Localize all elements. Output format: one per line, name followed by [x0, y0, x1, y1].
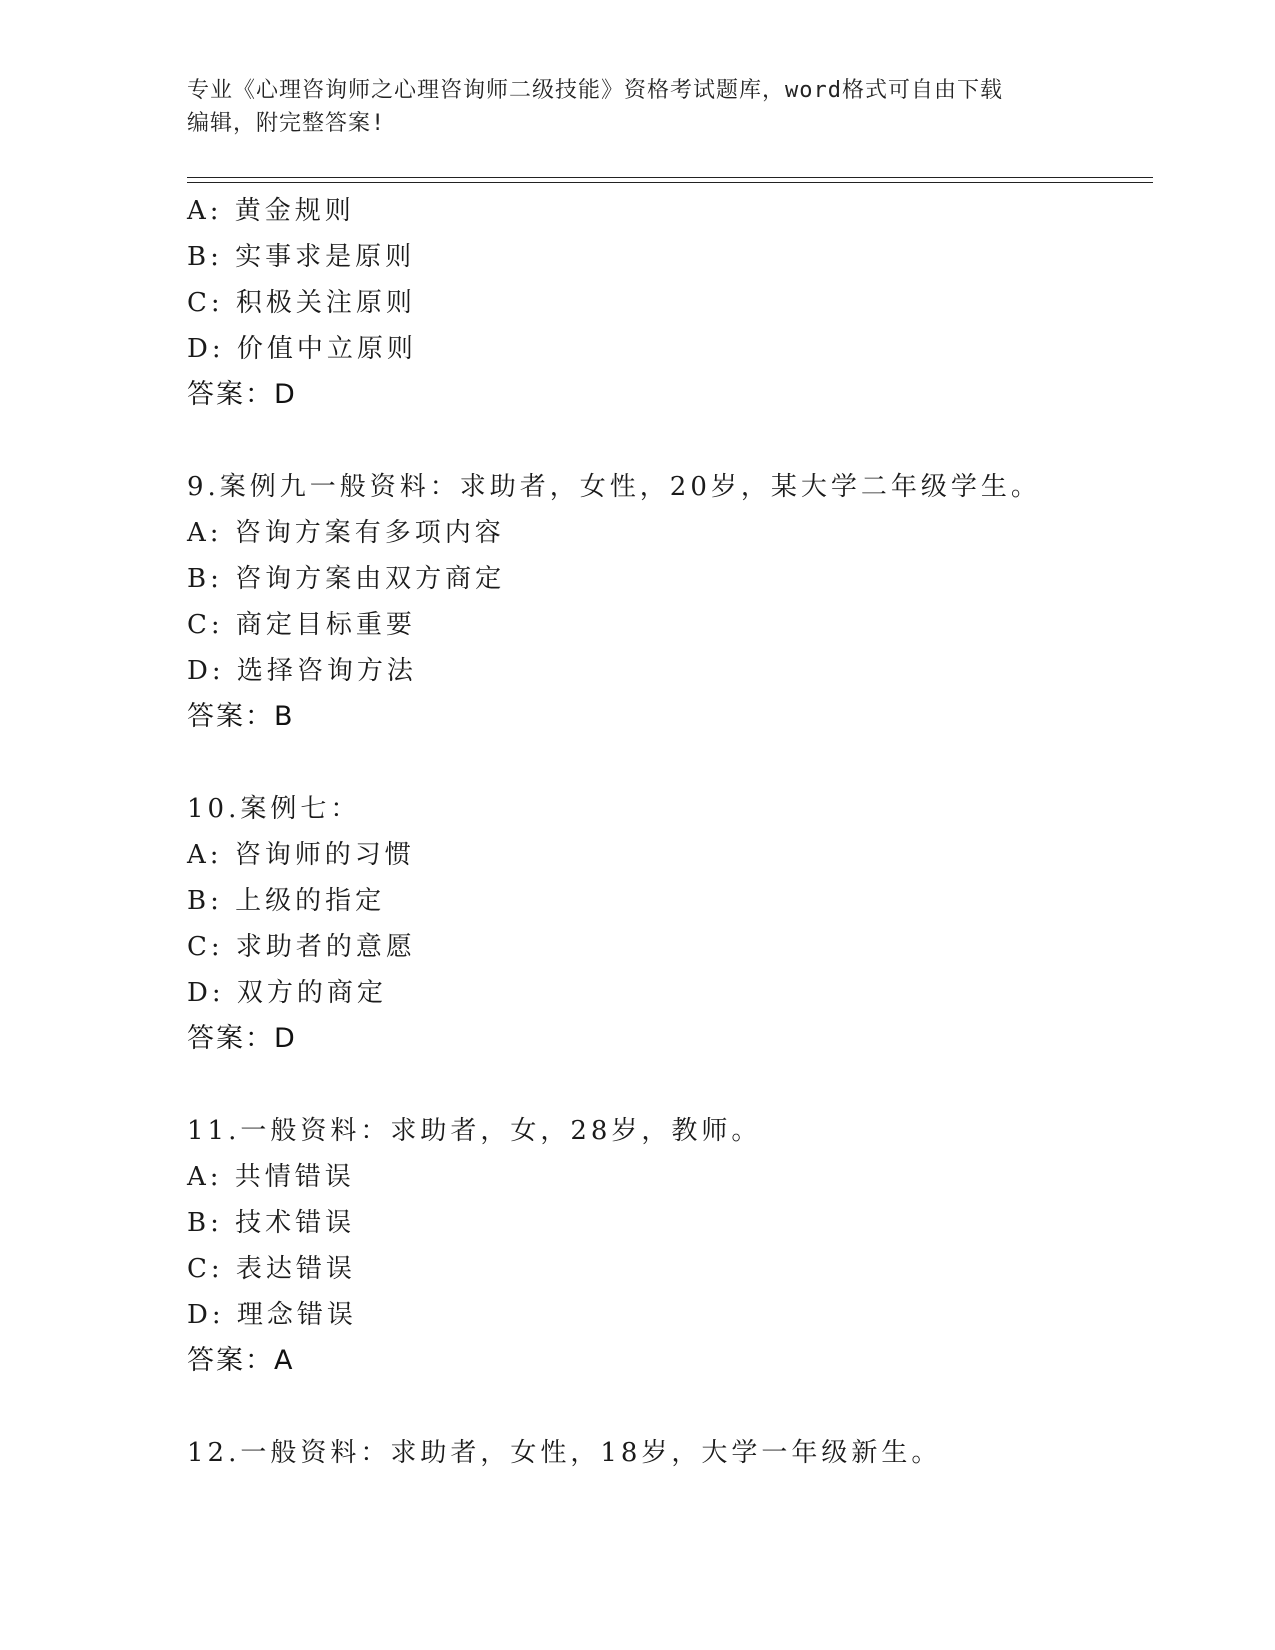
option-c: C: 表达错误: [187, 1254, 356, 1284]
question-block-11: [187, 1108, 1147, 1384]
spacer: [187, 1384, 1147, 1430]
answer-line: 答案：A: [187, 1345, 295, 1376]
option-d: D: 选择咨询方法: [187, 656, 417, 686]
header-line-1: 专业《心理咨询师之心理咨询师二级技能》资格考试题库，word格式可自由下载: [187, 78, 1003, 103]
question-content: [187, 188, 1147, 1476]
option-b: B: 实事求是原则: [187, 242, 416, 272]
option-a: A: 黄金规则: [187, 196, 355, 226]
header-line-2: 编辑，附完整答案!: [187, 111, 386, 136]
question-block-12: [187, 1430, 1147, 1476]
question-block-9: [187, 464, 1147, 740]
question-block-8: [187, 188, 1147, 418]
option-b: B: 咨询方案由双方商定: [187, 564, 506, 594]
spacer: [187, 1062, 1147, 1108]
spacer: [187, 418, 1147, 464]
option-d: D: 理念错误: [187, 1300, 357, 1330]
answer-line: 答案：D: [187, 1023, 297, 1054]
option-c: C: 求助者的意愿: [187, 932, 416, 962]
answer-line: 答案：D: [187, 379, 297, 410]
question-stem: 11.一般资料：求助者，女，28岁，教师。: [187, 1116, 762, 1146]
option-b: B: 技术错误: [187, 1208, 356, 1238]
question-block-10: [187, 786, 1147, 1062]
option-d: D: 价值中立原则: [187, 334, 417, 364]
question-stem: 9.案例九一般资料：求助者，女性，20岁，某大学二年级学生。: [187, 472, 1041, 502]
page-header: [187, 74, 1087, 140]
option-a: A: 咨询师的习惯: [187, 840, 415, 870]
question-stem: 10.案例七：: [187, 794, 361, 824]
answer-line: 答案：B: [187, 701, 295, 732]
header-rule-bottom: [187, 182, 1153, 183]
option-d: D: 双方的商定: [187, 978, 387, 1008]
spacer: [187, 740, 1147, 786]
option-c: C: 商定目标重要: [187, 610, 416, 640]
option-a: A: 共情错误: [187, 1162, 355, 1192]
header-rule-top: [187, 177, 1153, 178]
option-b: B: 上级的指定: [187, 886, 386, 916]
option-a: A: 咨询方案有多项内容: [187, 518, 505, 548]
option-c: C: 积极关注原则: [187, 288, 416, 318]
question-stem: 12.一般资料：求助者，女性，18岁，大学一年级新生。: [187, 1438, 942, 1468]
